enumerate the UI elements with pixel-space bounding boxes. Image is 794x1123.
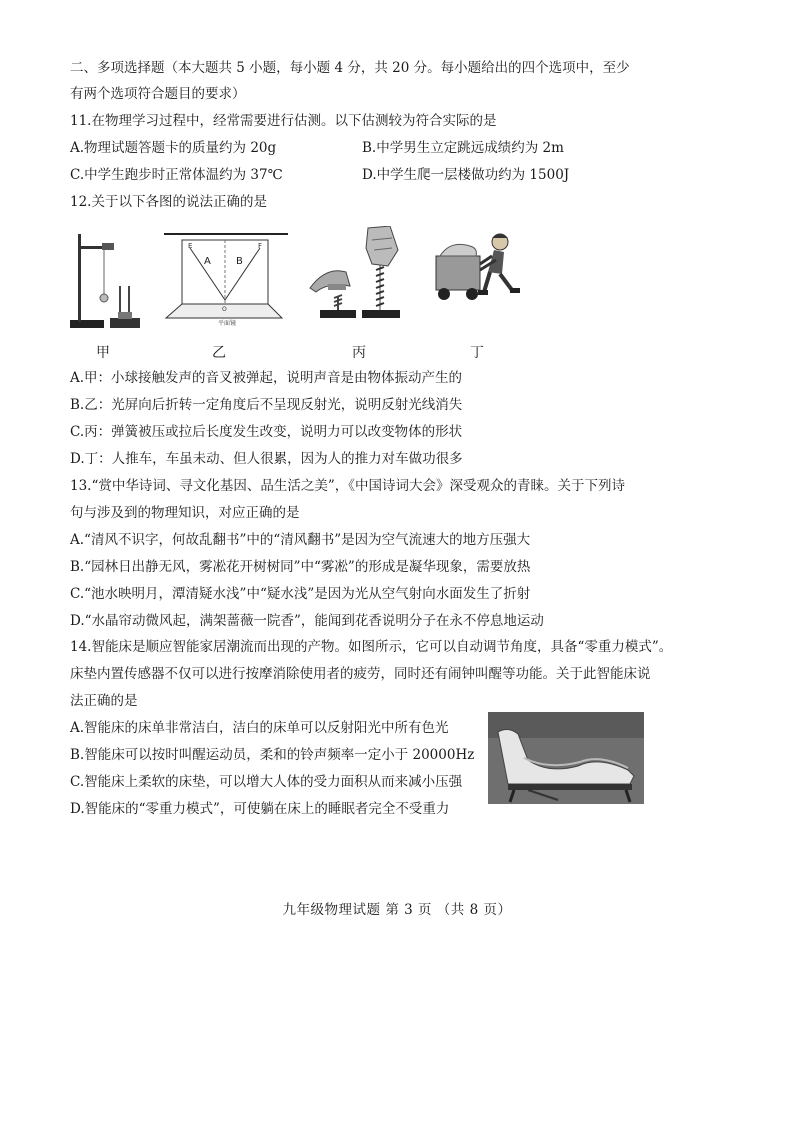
figure-yi-label-f: F xyxy=(258,242,263,250)
q11-option-a: A.物理试题答题卡的质量约为 20g xyxy=(70,140,277,156)
q13-option-d: D.“水晶帘动微风起，满架蔷薇一院香”，能闻到花香说明分子在永不停息地运动 xyxy=(70,613,544,629)
q14-stem-line3: 法正确的是 xyxy=(70,693,138,709)
q13-option-a: A.“清风不识字，何故乱翻书”中的“清风翻书”是因为空气流速大的地方压强大 xyxy=(70,532,531,548)
figure-label-yi: 乙 xyxy=(212,345,226,361)
figure-bing-springs xyxy=(306,226,406,322)
figure-label-bing: 丙 xyxy=(352,345,366,361)
figure-yi-reflection-board xyxy=(160,228,290,328)
q12-stem: 12.关于以下各图的说法正确的是 xyxy=(70,194,267,210)
figure-yi-label-a: A xyxy=(204,256,211,267)
q14-option-a: A.智能床的床单非常洁白，洁白的床单可以反射阳光中所有色光 xyxy=(70,720,449,736)
q12-option-b: B.乙：光屏向后折转一定角度后不呈现反射光，说明反射光线消失 xyxy=(70,397,463,413)
figure-yi-label-e: E xyxy=(188,242,193,250)
figure-label-jia: 甲 xyxy=(96,345,110,361)
section-title-line2: 有两个选项符合题目的要求） xyxy=(70,86,246,102)
q14-option-b: B.智能床可以按时叫醒运动员，柔和的铃声频率一定小于 20000Hz xyxy=(70,747,475,763)
section-title-line1: 二、多项选择题（本大题共 5 小题，每小题 4 分，共 20 分。每小题给出的四个选项中，至少 xyxy=(70,60,630,76)
figure-jia-tuning-fork xyxy=(66,228,146,332)
figure-yi-label-b: B xyxy=(236,256,243,267)
q11-option-d: D.中学生爬一层楼做功约为 1500J xyxy=(362,167,570,183)
q12-option-d: D.丁：人推车，车虽未动、但人很累，因为人的推力对车做功很多 xyxy=(70,451,463,467)
q12-option-c: C.丙：弹簧被压或拉后长度发生改变，说明力可以改变物体的形状 xyxy=(70,424,463,440)
q13-option-c: C.“池水映明月，潭清疑水浅”中“疑水浅”是因为光从空气射向水面发生了折射 xyxy=(70,586,531,602)
q11-option-b: B.中学男生立定跳远成绩约为 2m xyxy=(362,140,564,156)
figure-ding-push-cart xyxy=(430,230,530,310)
figure-yi-mirror-label: 平面镜 xyxy=(218,320,237,327)
q14-option-c: C.智能床上柔软的床垫，可以增大人体的受力面积从而来减小压强 xyxy=(70,774,463,790)
q13-option-b: B.“园林日出静无风，雾凇花开树树同”中“雾凇”的形成是凝华现象，需要放热 xyxy=(70,559,531,575)
q13-stem-line1: 13.“赏中华诗词、寻文化基因、品生活之美”，《中国诗词大会》深受观众的青睐。关于下列诗 xyxy=(70,478,626,494)
page-footer: 九年级物理试题 第 3 页 （共 8 页） xyxy=(282,902,512,918)
q13-stem-line2: 句与涉及到的物理知识，对应正确的是 xyxy=(70,505,300,521)
q14-stem-line1: 14.智能床是顺应智能家居潮流而出现的产物。如图所示，它可以自动调节角度，具备“零重力模式”。 xyxy=(70,639,673,655)
q11-stem: 11.在物理学习过程中，经常需要进行估测。以下估测较为符合实际的是 xyxy=(70,113,497,129)
smart-bed-photo xyxy=(488,712,644,804)
figure-label-ding: 丁 xyxy=(470,345,484,361)
q11-option-c: C.中学生跑步时正常体温约为 37℃ xyxy=(70,167,283,183)
figure-yi-label-o: O xyxy=(222,306,227,313)
q14-option-d: D.智能床的“零重力模式”，可使躺在床上的睡眠者完全不受重力 xyxy=(70,801,450,817)
q12-option-a: A.甲：小球接触发声的音叉被弹起，说明声音是由物体振动产生的 xyxy=(70,370,463,386)
q14-stem-line2: 床垫内置传感器不仅可以进行按摩消除使用者的疲劳，同时还有闹钟叫醒等功能。关于此智能床说 xyxy=(70,666,651,682)
